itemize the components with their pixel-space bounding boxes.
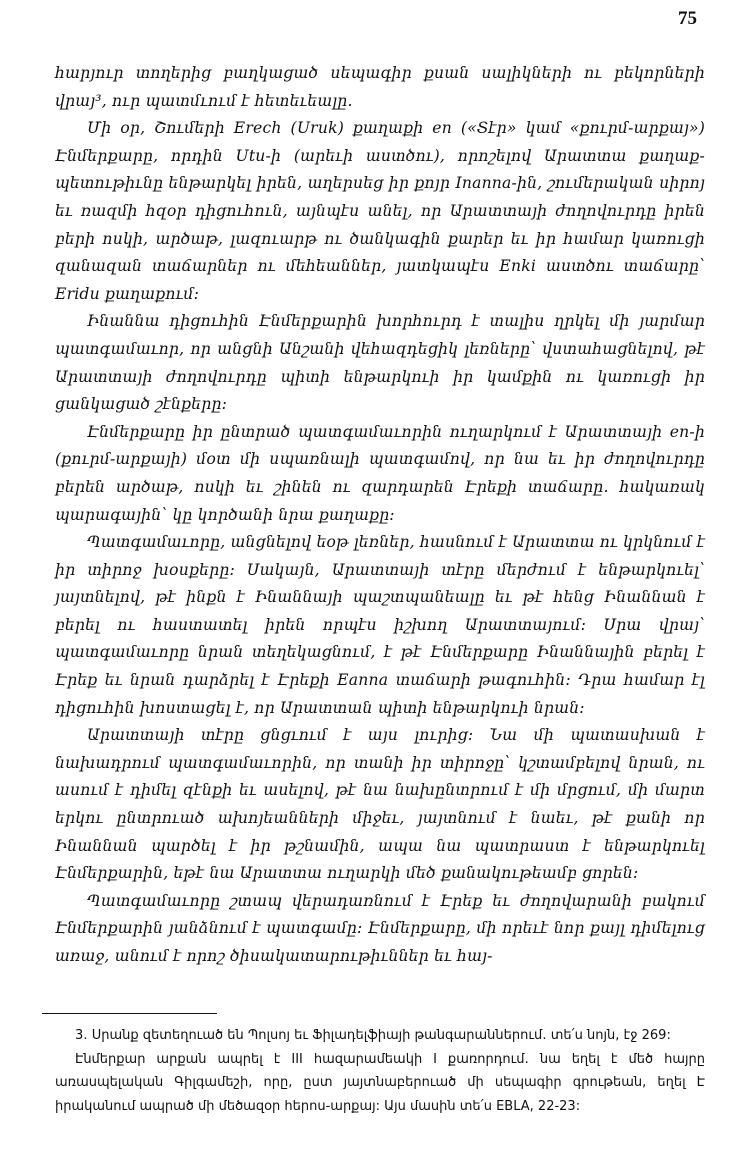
footnote: Էնմերքար արքան ապրել է III հազարամեակի I քառորդում․ նա եղել է մեծ հայրը առասպելական Գիլգամեշի, որը, ըստ յայտնաբերուած մի սեպագիր գրութեան, եղել Է իրականում ապրած մի մեծազօր հերոս-արքայ: Այս մասին տե՛ս EBLA, 22-23: xyxy=(55,1051,705,1114)
paragraph: Ինաննա դիցուհին Էնմերքարին խորհուրդ է տալիս ղրկել մի յարմար պատգամաւոր, որ անցնի Անշանի վեհազդեցիկ լեռները՝ վստահացնելով, թէ Արատտայի ժողովուրդը պիտի ենթարկուի իր կամքին ու կառուցի իր ցանկացած շէնքերը: xyxy=(55,312,705,414)
paragraph: Մի օր, Շումերի Erech (Uruk) քաղաքի en («Տէր» կամ «քուրմ-արքայ») Էնմերքարը, որդին Utu-ի (արեւի աստծու), որոշելով Արատտա քաղաք-պետութիւնը ենթարկել իրեն, աղերսեց իր քոյր Inanna-ին, շումերական սիրոյ եւ ռազմի հզօր դիցուհուն, այնպէս անել, որ Արատտայի ժողովուրդը իրեն բերի ոսկի, արծաթ, լազուարթ ու ծանկագին քարեր եւ իր համար կառուցի զանազան տաճարներ ու մեհեաններ, յատկապէս Enki աստծու տաճարը՝ Eridu քաղաքում: xyxy=(55,119,705,303)
footnote-divider xyxy=(42,1013,217,1014)
paragraph: հարյուր տողերից բաղկացած սեպագիր քսան սալիկների ու բեկորների վրայ³, ուր պատմւում է հետեւեալը․ xyxy=(55,64,705,110)
paragraph: Պատգամաւորը շտապ վերադառնում է Էրեք եւ ժողովարանի բակում Էնմերքարին յանձնում է պատգամը: Էնմերքարը, մի որեւէ նոր քայլ դիմելուց առաջ, անում է որոշ ծիսակատարութիւններ եւ հայ- xyxy=(55,891,705,965)
footnotes xyxy=(55,1024,705,1118)
paragraph: Պատգամաւորը, անցնելով եօթ լեռներ, հասնում է Արատտա ու կրկնում է իր տիրոջ խօսքերը: Սակայն, Արատտայի տէրը մերժում է ենթարկուել՝ յայտնելով, թէ ինքն է Ինաննայի պաշտպանեալը եւ թէ հենց Ինաննան է բերել ու հաստատել իրեն որպէս իշխող Արատտայում: Սրա վրայ՝ պատգամաւորը նրան տեղեկացնում, է թէ Էնմերքարը Ինաննային բերել է Էրեք եւ նրան դարձրել է Էրեքի Eanna տաճարի թագուհին: Դրա համար էլ դիցուհին խոստացել է, որ Արատտան պիտի ենթարկուի նրան: xyxy=(55,533,705,717)
footnote: 3․ Սրանք զետեղուած են Պոլսոյ եւ Ֆիլադելֆիայի թանգարաններում․ տե՛ս նոյն, էջ 269: xyxy=(75,1028,671,1043)
main-text xyxy=(55,60,705,971)
page-number: 75 xyxy=(678,8,697,29)
paragraph: Արատտայի տէրը ցնցւում է այս լուրից: Նա մի պատասխան է նախադրում պատգամաւորին, որ տանի իր տիրոջը՝ կշտամբելով նրան, ու ասում է դիմել զէնքի եւ ասելով, թէ նա նախընտրում է մի մրցում, մի մարտ երկու ընտրուած ախոյեանների միջեւ, յայտնում է նաեւ, թէ քանի որ Ինաննան պարծել է իր թշնամին, ապա նա պատրաստ է ենթարկուել Էնմերքարին, եթէ նա Արատտա ուղարկի մեծ քանակութեամբ ցորեն: xyxy=(55,726,705,883)
paragraph: Էնմերքարը իր ընտրած պատգամաւորին ուղարկում է Արատտայի en-ի (քուրմ-արքայի) մօտ մի սպառնալի պատգամով, որ նա եւ իր ժողովուրդը բերեն արծաթ, ոսկի եւ շինեն ու զարդարեն Էրեքի տաճարը․ հակառակ պարագային՝ կը կործանի նրա քաղաքը: xyxy=(55,422,705,524)
